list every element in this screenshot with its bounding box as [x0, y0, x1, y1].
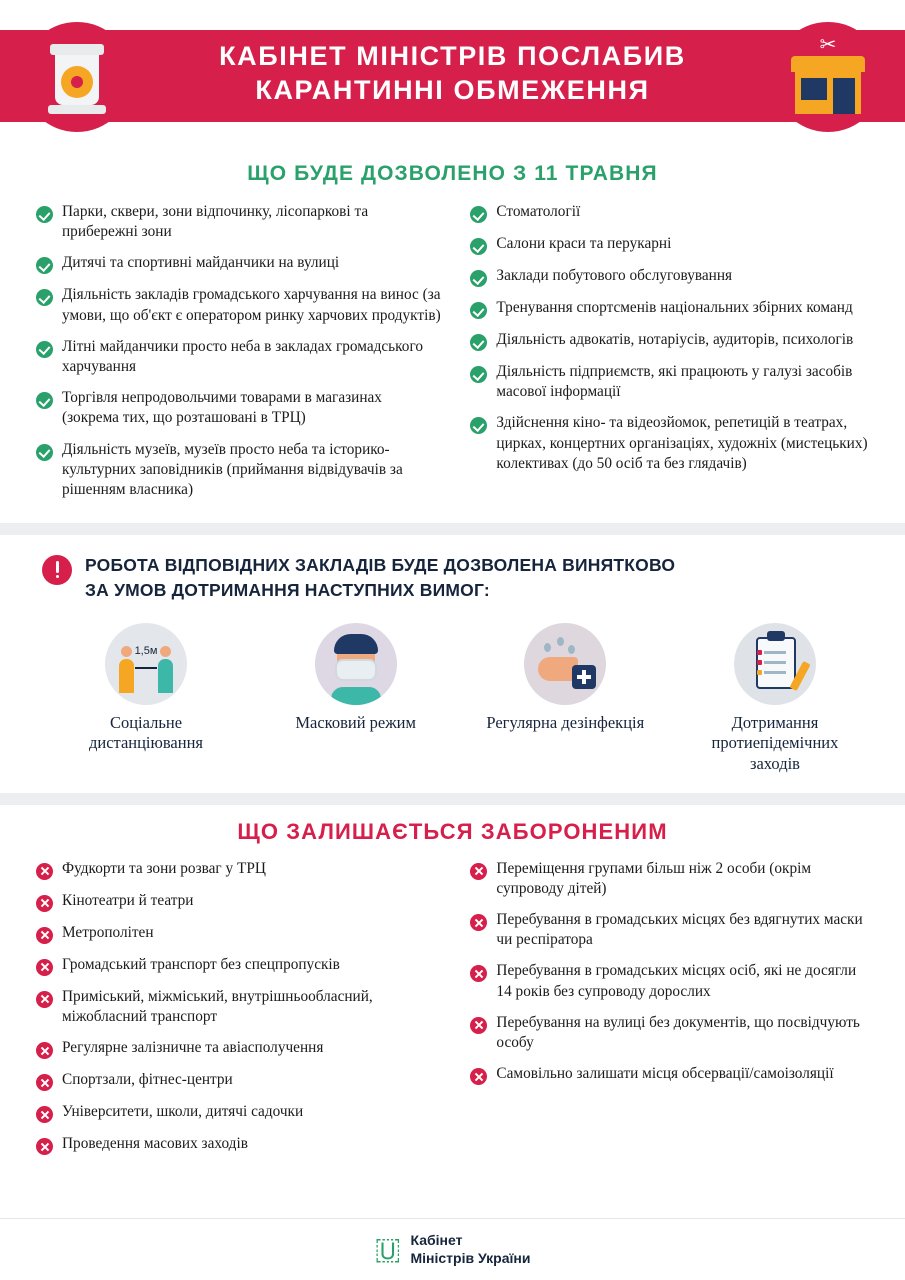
cross-icon — [36, 1042, 53, 1059]
check-icon — [36, 444, 53, 461]
cross-icon — [36, 1106, 53, 1123]
list-item: Фудкорти та зони розваг у ТРЦ — [36, 859, 442, 880]
check-icon — [36, 289, 53, 306]
check-icon — [470, 238, 487, 255]
check-icon — [36, 392, 53, 409]
list-item: Метрополітен — [36, 923, 442, 944]
list-item: Кінотеатри й театри — [36, 891, 442, 912]
requirements-title-line2: ЗА УМОВ ДОТРИМАННЯ НАСТУПНИХ ВИМОГ: — [85, 579, 490, 600]
allowed-right-column — [464, 202, 871, 511]
allowed-left-column — [36, 202, 442, 511]
requirement-disinfection — [475, 623, 655, 775]
list-item: Приміський, міжміський, внутрішньообласний, міжобласний транспорт — [36, 987, 442, 1027]
cross-icon — [36, 959, 53, 976]
cross-icon — [36, 895, 53, 912]
forbidden-right-column — [464, 859, 871, 1166]
distance-badge: 1,5м — [134, 644, 158, 657]
allowed-section-title: ЩО БУДЕ ДОЗВОЛЕНО З 11 ТРАВНЯ — [247, 162, 658, 185]
list-item: Літні майданчики просто неба в закладах громадського харчування — [36, 337, 442, 377]
list-item: Парки, сквери, зони відпочинку, лісопаркові та прибережні зони — [36, 202, 442, 242]
header — [0, 0, 905, 148]
page-title-line1: КАБІНЕТ МІНІСТРІВ ПОСЛАБИВ — [219, 41, 686, 71]
page-title — [180, 40, 725, 108]
check-icon — [470, 206, 487, 223]
shop-scissors-icon: ✂ — [773, 22, 883, 132]
list-item: Перебування в громадських місцях без вдягнутих маски чи респіратора — [470, 910, 871, 950]
ukraine-trident-icon: 🇺 — [374, 1231, 402, 1267]
social-distancing-icon — [105, 623, 187, 705]
list-item: Спортзали, фітнес-центри — [36, 1070, 442, 1091]
forbidden-section-title: ЩО ЗАЛИШАЄТЬСЯ ЗАБОРОНЕНИМ — [237, 818, 668, 844]
check-icon — [36, 257, 53, 274]
cross-icon — [470, 914, 487, 931]
footer-line2: Міністрів України — [410, 1249, 531, 1266]
check-icon — [36, 341, 53, 358]
cross-icon — [470, 1017, 487, 1034]
cross-icon — [470, 863, 487, 880]
list-item: Діяльність музеїв, музеїв просто неба та історико-культурних заповідників (приймання відвідувачів за рішенням власника) — [36, 440, 442, 501]
footer-line1: Кабінет — [410, 1232, 463, 1248]
requirements-section — [0, 535, 905, 607]
page-title-line2: КАРАНТИННІ ОБМЕЖЕННЯ — [255, 74, 650, 105]
list-item: Стоматології — [470, 202, 871, 223]
requirements-heading — [42, 553, 865, 603]
check-icon — [470, 302, 487, 319]
exclamation-circle-icon — [42, 555, 72, 585]
forbidden-lists — [0, 859, 905, 1166]
check-icon — [36, 206, 53, 223]
hand-sanitizer-icon — [524, 623, 606, 705]
allowed-lists — [0, 202, 905, 511]
requirement-social-distancing — [56, 623, 236, 775]
requirement-label: Масковий режим — [295, 712, 416, 732]
list-item: Салони краси та перукарні — [470, 234, 871, 255]
check-icon — [470, 417, 487, 434]
face-mask-icon — [315, 623, 397, 705]
requirements-icon-row — [0, 607, 905, 781]
list-item: Діяльність адвокатів, нотаріусів, аудиторів, психологів — [470, 330, 871, 351]
list-item: Здійснення кіно- та відеозйомок, репетицій в театрах, цирках, концертних організаціях, художніх (мистецьких) колективах (до 50 осіб та без глядачів) — [470, 413, 871, 474]
cross-icon — [36, 1138, 53, 1155]
requirement-label: Соціальне дистанціювання — [88, 712, 203, 753]
list-item: Університети, школи, дитячі садочки — [36, 1102, 442, 1123]
cross-icon — [470, 965, 487, 982]
section-divider — [0, 793, 905, 805]
list-item: Проведення масових заходів — [36, 1134, 442, 1155]
list-item: Тренування спортсменів національних збірних команд — [470, 298, 871, 319]
checklist-clipboard-icon — [734, 623, 816, 705]
list-item: Регулярне залізничне та авіасполучення — [36, 1038, 442, 1059]
list-item: Діяльність закладів громадського харчування на винос (за умови, що об'єкт є оператором ринку харчових продуктів) — [36, 285, 442, 325]
requirements-title-line1: РОБОТА ВІДПОВІДНИХ ЗАКЛАДІВ БУДЕ ДОЗВОЛЕНА ВИНЯТКОВО — [85, 555, 676, 576]
footer — [0, 1218, 905, 1280]
list-item: Переміщення групами більш ніж 2 особи (окрім супроводу дітей) — [470, 859, 871, 899]
list-item: Заклади побутового обслуговування — [470, 266, 871, 287]
cross-icon — [36, 863, 53, 880]
cross-icon — [36, 991, 53, 1008]
cross-icon — [36, 927, 53, 944]
coffee-cup-icon — [22, 22, 132, 132]
check-icon — [470, 270, 487, 287]
requirement-face-mask — [266, 623, 446, 775]
section-divider — [0, 523, 905, 535]
list-item: Перебування на вулиці без документів, що посвідчують особу — [470, 1013, 871, 1053]
list-item: Дитячі та спортивні майданчики на вулиці — [36, 253, 442, 274]
list-item: Діяльність підприємств, які працюють у галузі засобів масової інформації — [470, 362, 871, 402]
forbidden-left-column — [36, 859, 442, 1166]
requirement-label: Регулярна дезінфекція — [486, 712, 645, 732]
check-icon — [470, 366, 487, 383]
list-item: Громадський транспорт без спецпропусків — [36, 955, 442, 976]
list-item: Перебування в громадських місцях осіб, які не досягли 14 років без супроводу дорослих — [470, 961, 871, 1001]
list-item: Самовільно залишати місця обсервації/самоізоляції — [470, 1064, 871, 1085]
cross-icon — [36, 1074, 53, 1091]
check-icon — [470, 334, 487, 351]
requirement-label: Дотримання протиепідемічних заходів — [711, 712, 839, 773]
requirement-measures — [685, 623, 865, 775]
cross-icon — [470, 1068, 487, 1085]
list-item: Торгівля непродовольчими товарами в магазинах (зокрема тих, що розташовані в ТРЦ) — [36, 388, 442, 428]
